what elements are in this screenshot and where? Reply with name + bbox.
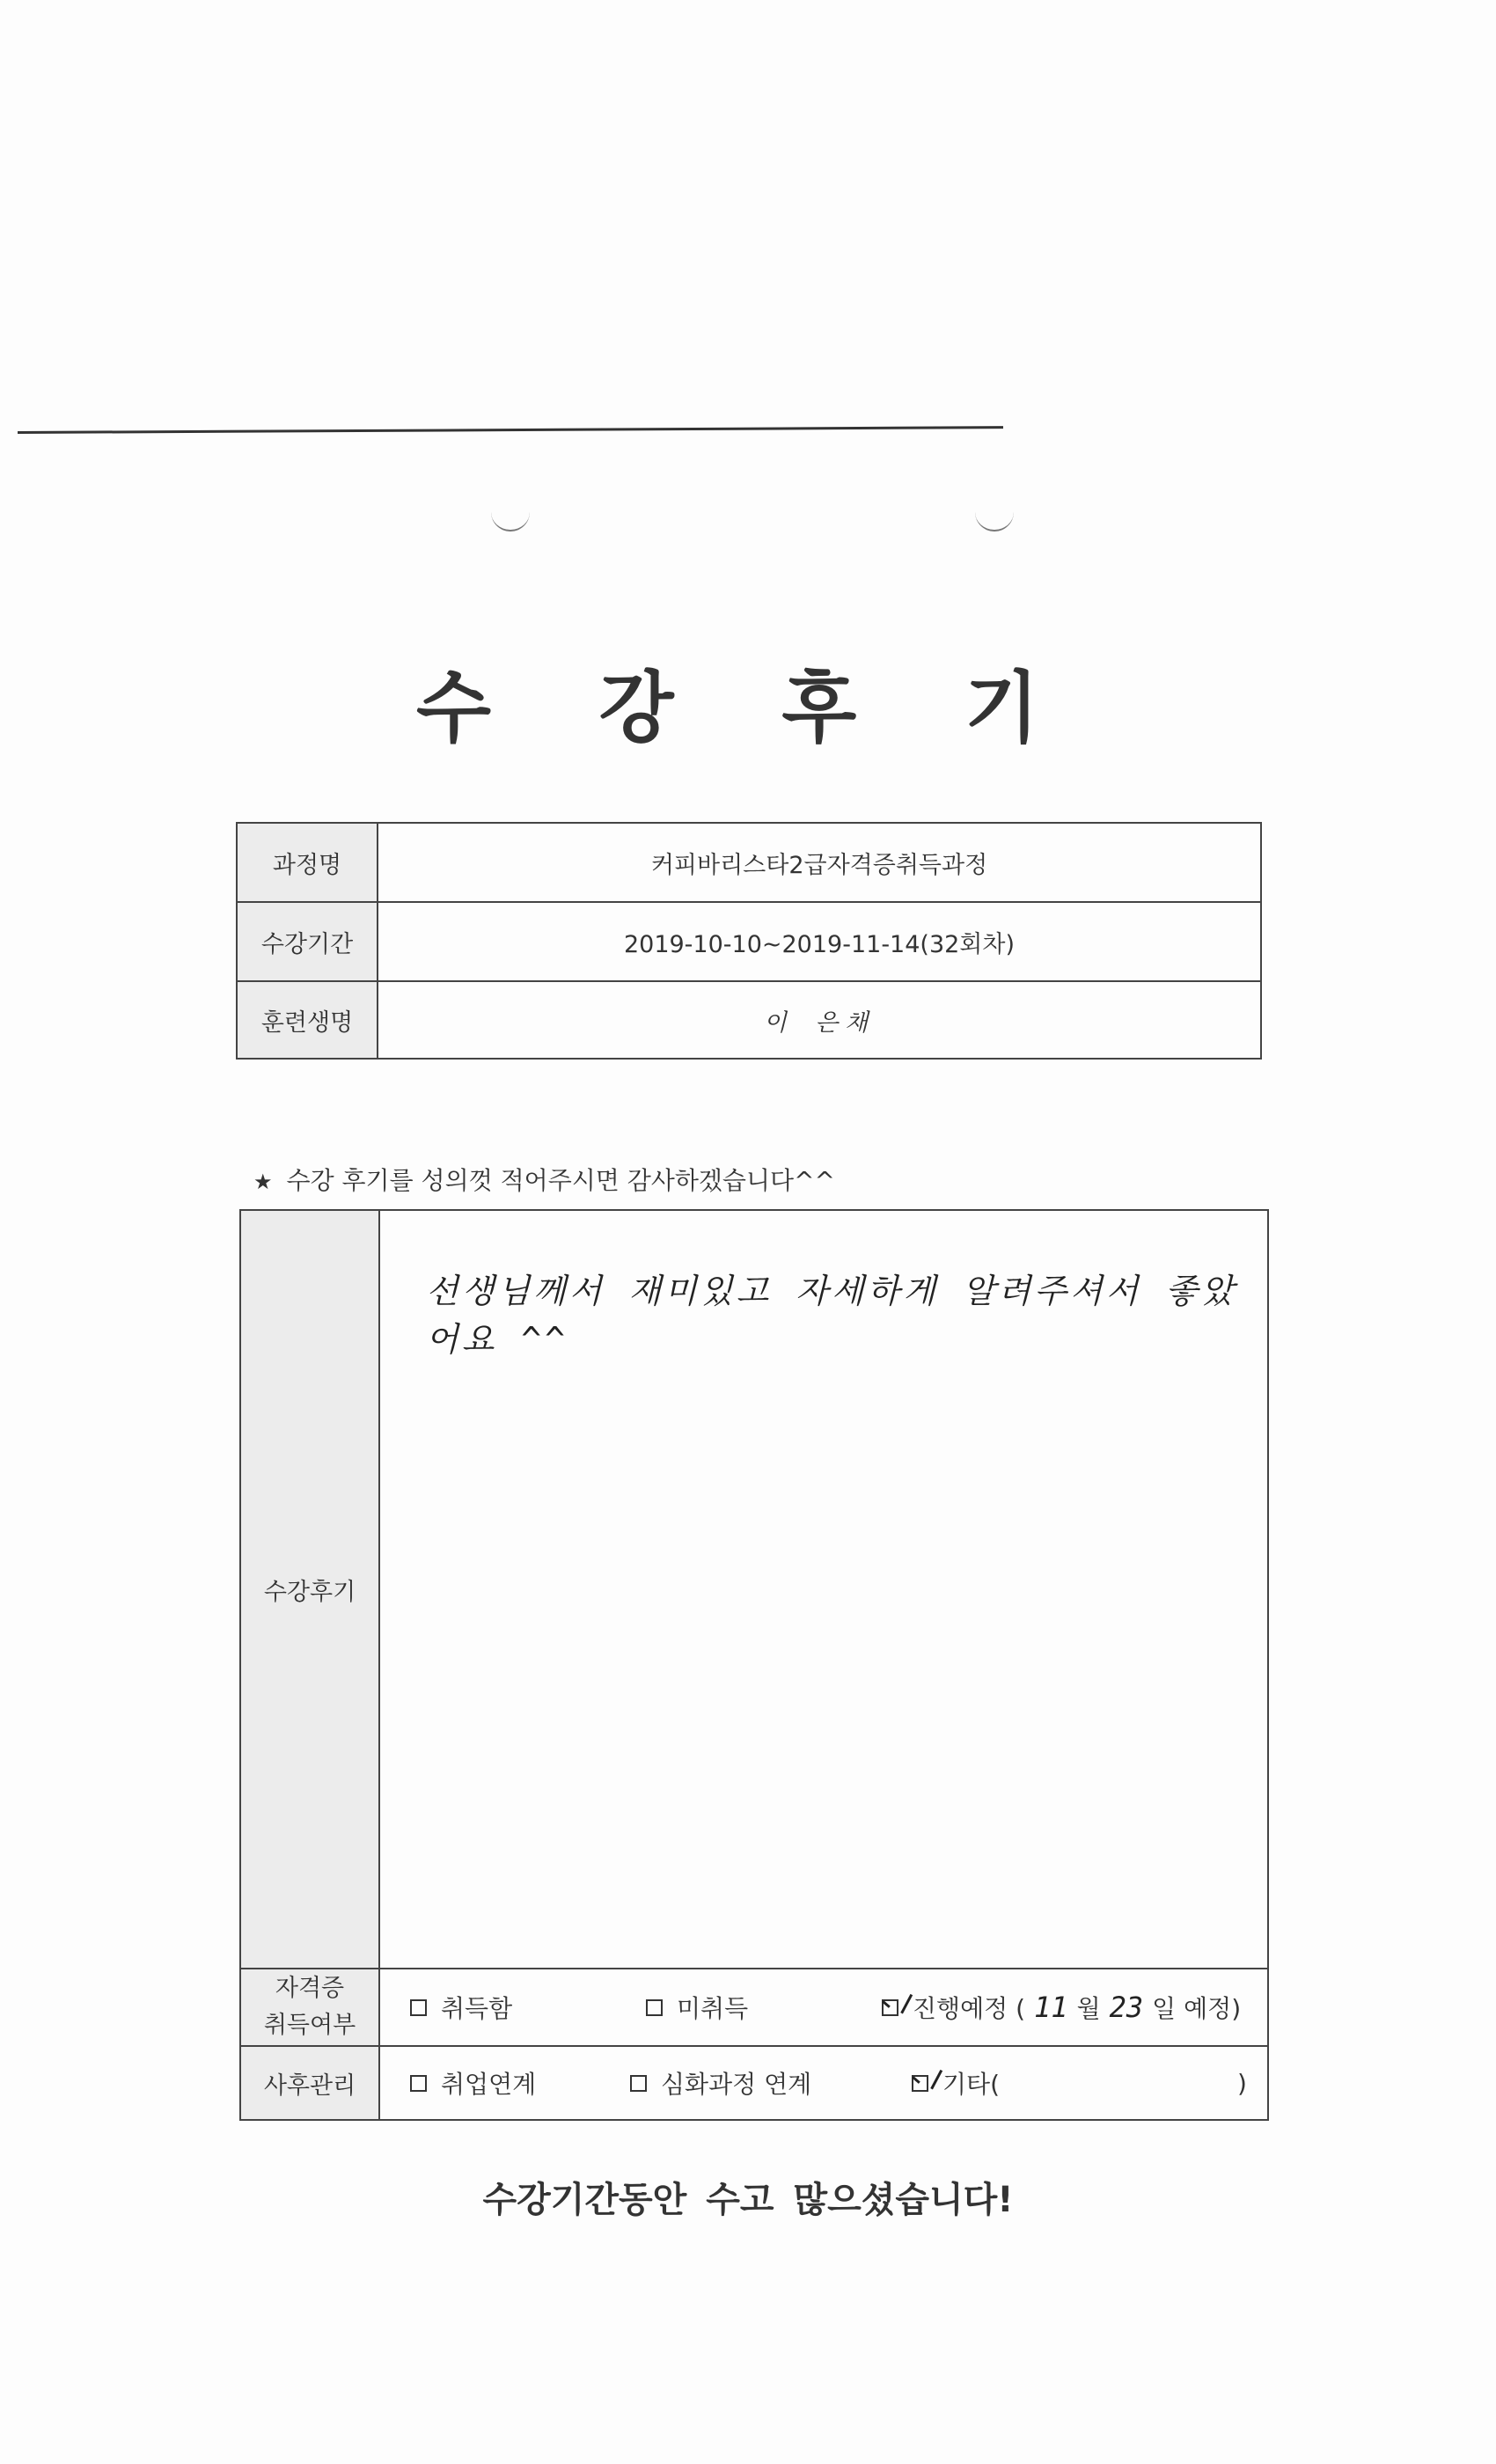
aftercare-option-advanced-label: 심화과정 연계 bbox=[661, 2070, 812, 2099]
aftercare-option-other-close: ) bbox=[1237, 2068, 1247, 2098]
cert-option-planned-suffix: 일 예정) bbox=[1152, 1994, 1242, 2023]
checkbox-icon[interactable] bbox=[410, 2075, 427, 2092]
table-row bbox=[237, 981, 1261, 1059]
course-period-label: 수강기간 bbox=[237, 902, 378, 981]
instruction-text bbox=[253, 1162, 835, 1197]
trainee-name-label: 훈련생명 bbox=[237, 981, 378, 1059]
table-row bbox=[240, 2046, 1268, 2120]
punch-hole-mark bbox=[975, 510, 1014, 532]
checked-checkbox-icon[interactable] bbox=[882, 1999, 898, 2016]
certification-label-line1: 자격증 bbox=[275, 1975, 345, 2002]
review-table bbox=[239, 1209, 1269, 2121]
course-name-label: 과정명 bbox=[237, 823, 378, 902]
certification-options bbox=[380, 1969, 1267, 2045]
aftercare-option-employment-label: 취업연계 bbox=[441, 2070, 537, 2099]
cert-option-not-acquired[interactable] bbox=[646, 1990, 882, 2025]
checkbox-icon[interactable] bbox=[630, 2075, 647, 2092]
closing-message: 수강기간동안 수고 많으셨습니다! bbox=[482, 2180, 1014, 2220]
course-name-value: 커피바리스타2급자격증취득과정 bbox=[378, 823, 1261, 902]
aftercare-option-employment[interactable] bbox=[410, 2065, 630, 2101]
cert-option-not-acquired-label: 미취득 bbox=[677, 1994, 749, 2023]
certification-label bbox=[240, 1969, 379, 2046]
aftercare-options bbox=[380, 2047, 1267, 2119]
cert-option-planned[interactable] bbox=[882, 1990, 1241, 2025]
trainee-name-value: 이 은채 bbox=[378, 981, 1261, 1059]
checkbox-icon[interactable] bbox=[646, 1999, 663, 2016]
scan-edge-line bbox=[18, 426, 1003, 434]
aftercare-options-cell bbox=[379, 2046, 1268, 2120]
cert-option-planned-prefix: 진행예정 ( bbox=[913, 1994, 1026, 2023]
review-content-cell bbox=[379, 1210, 1268, 1969]
instruction-label: 수강 후기를 성의껏 적어주시면 감사하겠습니다^^ bbox=[286, 1166, 836, 1195]
table-row bbox=[240, 1210, 1268, 1969]
aftercare-option-other[interactable] bbox=[912, 2065, 1247, 2101]
course-period-value: 2019-10-10~2019-11-14(32회차) bbox=[378, 902, 1261, 981]
table-row bbox=[237, 823, 1261, 902]
cert-option-acquired[interactable] bbox=[410, 1990, 646, 2025]
page-title: 수 강 후 기 bbox=[416, 663, 1080, 753]
course-info-table bbox=[236, 822, 1262, 1060]
review-label: 수강후기 bbox=[240, 1210, 379, 1969]
cert-planned-month: 11 bbox=[1034, 1991, 1068, 2024]
certification-label-line2: 취득여부 bbox=[263, 2012, 356, 2039]
star-icon: ★ bbox=[253, 1170, 273, 1194]
certification-options-cell bbox=[379, 1969, 1268, 2046]
table-row bbox=[237, 902, 1261, 981]
aftercare-option-other-label: 기타( bbox=[942, 2070, 1001, 2099]
punch-hole-mark bbox=[491, 510, 530, 532]
aftercare-label: 사후관리 bbox=[240, 2046, 379, 2120]
checkbox-icon[interactable] bbox=[410, 1999, 427, 2016]
aftercare-option-advanced[interactable] bbox=[630, 2065, 912, 2101]
cert-planned-day: 23 bbox=[1109, 1991, 1144, 2024]
review-handwritten-text: 선생님께서 재미있고 자세하게 알려주셔서 좋았어요 ^^ bbox=[426, 1272, 1237, 1359]
checked-checkbox-icon[interactable] bbox=[912, 2075, 928, 2092]
cert-planned-month-unit: 월 bbox=[1076, 1994, 1101, 2023]
cert-option-acquired-label: 취득함 bbox=[441, 1994, 513, 2023]
table-row bbox=[240, 1969, 1268, 2046]
